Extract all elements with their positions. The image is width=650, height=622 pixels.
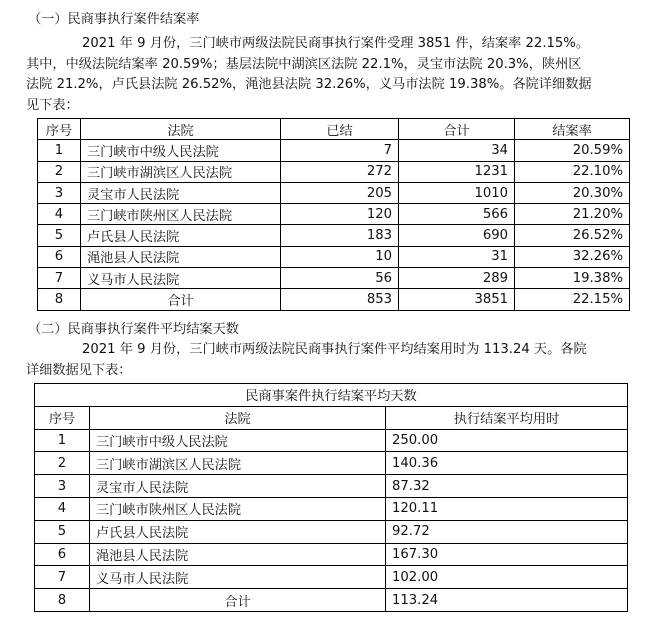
- table-cell: 31: [399, 246, 515, 267]
- header-cell: 已结: [281, 119, 399, 140]
- table-cell: 289: [399, 268, 515, 289]
- table-cell: 690: [399, 225, 515, 246]
- table-row: [35, 497, 628, 520]
- table-cell: 5: [38, 225, 81, 246]
- table-row: [38, 268, 630, 289]
- average-days-table: [34, 383, 628, 612]
- table-cell: 1: [35, 429, 90, 452]
- header-cell: 序号: [35, 406, 90, 429]
- table-cell: 250.00: [386, 429, 628, 452]
- table-total-row: [38, 289, 630, 310]
- table-row: [35, 475, 628, 498]
- table-cell: 渑池县人民法院: [90, 543, 386, 566]
- table-cell: 8: [38, 289, 81, 310]
- table-cell: 167.30: [386, 543, 628, 566]
- table-cell: 113.24: [386, 589, 628, 612]
- table-header-row: [35, 406, 628, 429]
- table-cell: 20.30%: [515, 182, 630, 203]
- section2-paragraph: [26, 340, 636, 381]
- table-cell: 1010: [399, 182, 515, 203]
- table-row: [38, 182, 630, 203]
- table-cell: 7: [281, 140, 399, 161]
- table-cell: 22.10%: [515, 161, 630, 182]
- table-cell: 灵宝市人民法院: [90, 475, 386, 498]
- table-row: [35, 452, 628, 475]
- section1-heading: （一）民商事执行案件结案率: [28, 12, 200, 27]
- header-cell: 法院: [90, 406, 386, 429]
- table-caption-row: [35, 384, 628, 407]
- para-line: 2021 年 9 月份，三门峡市两级法院民商事执行案件平均结案用时为 113.24 天。各院: [82, 342, 587, 357]
- table-cell: 7: [38, 268, 81, 289]
- table-cell: 87.32: [386, 475, 628, 498]
- para-line: 详细数据见下表：: [26, 362, 132, 378]
- table-cell: 6: [35, 543, 90, 566]
- table-cell: 92.72: [386, 520, 628, 543]
- para-line: 法院 21.2%，卢氏县法院 26.52%，渑池县法院 32.26%，义马市法院 19.38%。各院详细数据: [26, 77, 592, 92]
- table-cell: 义马市人民法院: [81, 268, 281, 289]
- table-cell: 三门峡市湖滨区人民法院: [81, 161, 281, 182]
- table-row: [35, 543, 628, 566]
- table-header-row: [38, 119, 630, 140]
- table-cell: 三门峡市湖滨区人民法院: [90, 452, 386, 475]
- table-cell: 2: [35, 452, 90, 475]
- table-cell: 6: [38, 246, 81, 267]
- table-cell: 三门峡市中级人民法院: [81, 140, 281, 161]
- table-total-row: [35, 589, 628, 612]
- table-cell: 183: [281, 225, 399, 246]
- table-cell: 10: [281, 246, 399, 267]
- table-cell: 272: [281, 161, 399, 182]
- closure-rate-table: [37, 118, 630, 311]
- table-cell: 853: [281, 289, 399, 310]
- table-row: [38, 204, 630, 225]
- table-cell: 三门峡市中级人民法院: [90, 429, 386, 452]
- table-cell: 三门峡市陕州区人民法院: [81, 204, 281, 225]
- table-cell: 合计: [90, 589, 386, 612]
- table-cell: 21.20%: [515, 204, 630, 225]
- table-row: [35, 429, 628, 452]
- table-cell: 卢氏县人民法院: [81, 225, 281, 246]
- table-cell: 22.15%: [515, 289, 630, 310]
- header-cell: 结案率: [515, 119, 630, 140]
- table-cell: 三门峡市陕州区人民法院: [90, 497, 386, 520]
- table-cell: 7: [35, 566, 90, 589]
- table-caption: 民商事案件执行结案平均天数: [35, 384, 628, 407]
- table-cell: 566: [399, 204, 515, 225]
- header-cell: 合计: [399, 119, 515, 140]
- table-cell: 渑池县人民法院: [81, 246, 281, 267]
- section2-heading: （二）民商事执行案件平均结案天数: [28, 322, 239, 337]
- table-cell: 34: [399, 140, 515, 161]
- table-cell: 2: [38, 161, 81, 182]
- table-cell: 1: [38, 140, 81, 161]
- table-cell: 义马市人民法院: [90, 566, 386, 589]
- table-cell: 120: [281, 204, 399, 225]
- table-row: [38, 246, 630, 267]
- table-row: [35, 520, 628, 543]
- table-cell: 20.59%: [515, 140, 630, 161]
- table-cell: 56: [281, 268, 399, 289]
- table-cell: 26.52%: [515, 225, 630, 246]
- table-cell: 4: [35, 497, 90, 520]
- header-cell: 序号: [38, 119, 81, 140]
- header-cell: 执行结案平均用时: [386, 406, 628, 429]
- table-cell: 120.11: [386, 497, 628, 520]
- table-cell: 32.26%: [515, 246, 630, 267]
- table-cell: 3: [38, 182, 81, 203]
- table-cell: 3851: [399, 289, 515, 310]
- table-row: [35, 566, 628, 589]
- table-cell: 合计: [81, 289, 281, 310]
- table-cell: 205: [281, 182, 399, 203]
- table-cell: 4: [38, 204, 81, 225]
- header-cell: 法院: [81, 119, 281, 140]
- para-line: 见下表：: [26, 97, 79, 113]
- para-line: 其中，中级法院结案率 20.59%；基层法院中湖滨区法院 22.1%，灵宝市法院 20.3%，陕州区: [26, 56, 582, 72]
- table-row: [38, 225, 630, 246]
- table-cell: 140.36: [386, 452, 628, 475]
- table-cell: 102.00: [386, 566, 628, 589]
- table-cell: 19.38%: [515, 268, 630, 289]
- table-cell: 灵宝市人民法院: [81, 182, 281, 203]
- table-cell: 1231: [399, 161, 515, 182]
- table-cell: 5: [35, 520, 90, 543]
- para-line: 2021 年 9 月份，三门峡市两级法院民商事执行案件受理 3851 件，结案率 22.15%。: [82, 36, 590, 51]
- table-cell: 8: [35, 589, 90, 612]
- table-row: [38, 161, 630, 182]
- table-row: [38, 140, 630, 161]
- section1-paragraph: [26, 34, 636, 116]
- table-cell: 卢氏县人民法院: [90, 520, 386, 543]
- table-cell: 3: [35, 475, 90, 498]
